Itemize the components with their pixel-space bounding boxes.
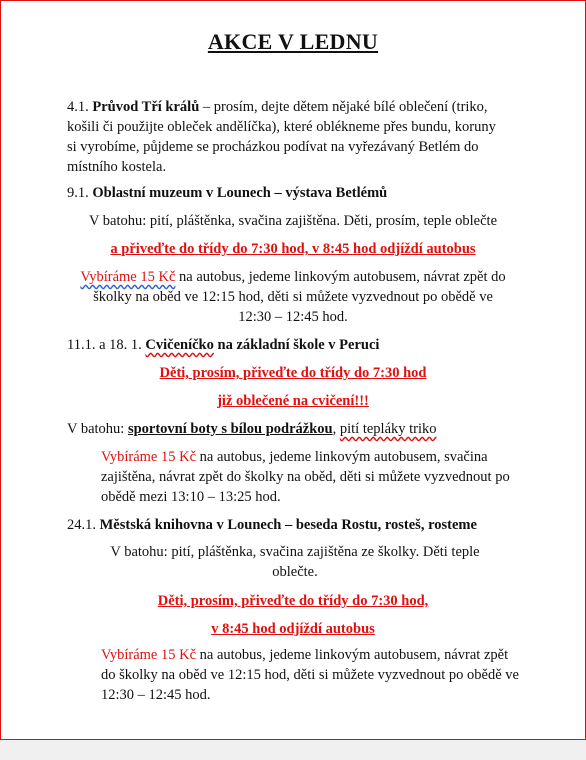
section-4-event: Městská knihovna v Lounech – beseda Rostu, rosteš, rosteme: [99, 517, 477, 533]
section-2-payment-text: na autobus, jedeme linkovým autobusem, návrat zpět do školky na oběd ve 12:15 hod, děti si můžete vyzvednout po obědě ve 12:30 – 12:45 hod.: [93, 269, 506, 325]
section-4-payment-amount: Vybíráme 15 Kč: [101, 647, 197, 663]
section-4-red-notice-2: v 8:45 hod odjíždí autobus: [211, 621, 375, 637]
section-3-heading: [67, 335, 379, 355]
section-3-payment: [101, 447, 521, 507]
section-3-bag-bold: sportovní boty s bílou podrážkou: [127, 421, 333, 437]
section-2-bag: V batohu: pití, pláštěnka, svačina zajištěna. Děti, prosím, teple oblečte: [88, 213, 498, 229]
section-4-payment-text: na autobus, jedeme linkovým autobusem, návrat zpět do školky na oběd ve 12:15 hod, děti si můžete vyzvednout po obědě ve 12:30 – 12:45 hod.: [101, 647, 519, 703]
section-3-bag-label: V batohu:: [67, 421, 128, 437]
section-4-red-notice-1: Děti, prosím, přiveďte do třídy do 7:30 hod,: [157, 593, 429, 609]
section-3-red-notice-2: již oblečené na cvičení!!!: [217, 393, 369, 409]
section-2-payment: [77, 267, 509, 327]
section-3-payment-text: na autobus, jedeme linkovým autobusem, svačina zajištěna, návrat zpět do školky na oběd, děti si můžete vyzvednout po obědě mezi 13:10 – 13:25 hod.: [101, 449, 510, 505]
section-3-bag-rest: pití tepláky triko: [339, 421, 437, 437]
section-4-bag: V batohu: pití, pláštěnka, svačina zajištěna ze školky. Děti teple oblečte.: [110, 544, 480, 580]
section-2-payment-amount: Vybíráme 15 Kč: [80, 269, 176, 285]
section-4-heading: [67, 515, 477, 535]
page-gutter: [0, 740, 586, 760]
section-3-event-a: Cvičeníčko: [145, 337, 214, 353]
section-1-event: Průvod Tří králů: [92, 99, 200, 115]
section-3-payment-amount: Vybíráme 15 Kč: [101, 449, 197, 465]
section-2-red-notice: a přiveďte do třídy do 7:30 hod, v 8:45 hod odjíždí autobus: [110, 241, 476, 257]
section-2-heading: [67, 183, 387, 203]
section-1-date: 4.1.: [67, 99, 89, 115]
section-3-bag-sep: ,: [332, 421, 340, 437]
section-3-event-b: na základní škole v Peruci: [213, 337, 380, 353]
page-title: AKCE V LEDNU: [207, 29, 379, 54]
section-3-bag: [67, 419, 437, 439]
section-4-date: 24.1.: [67, 517, 96, 533]
section-2-date: 9.1.: [67, 185, 89, 201]
section-2-event: Oblastní muzeum v Lounech – výstava Betlémů: [92, 185, 388, 201]
section-1-paragraph: [67, 97, 507, 177]
section-3-red-notice-1: Děti, prosím, přiveďte do třídy do 7:30 hod: [159, 365, 427, 381]
section-3-date: 11.1. a 18. 1.: [67, 337, 142, 353]
section-1-text: – prosím, dejte dětem nějaké bílé oblečení (triko, košili či použijte obleček andělíčka), které oblékneme přes bundu, koruny si vyrobíme, půjdeme se procházkou podívat na vyřezávaný Betlém do místního kostela.: [67, 99, 496, 175]
section-4-payment: [101, 645, 521, 705]
